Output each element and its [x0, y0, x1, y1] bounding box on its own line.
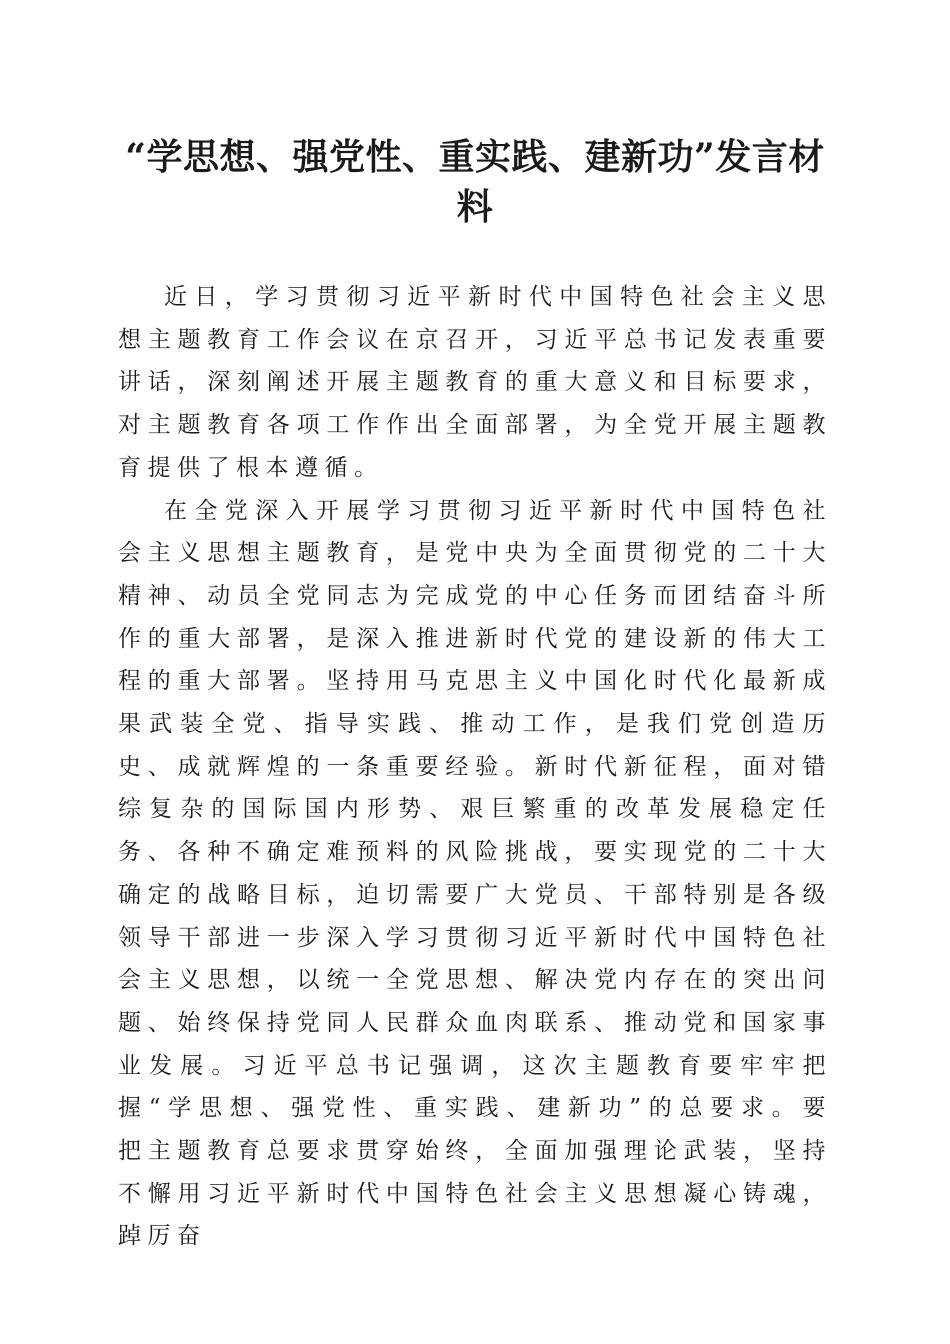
- document-body: [118, 276, 832, 1258]
- document-title: “学思想、强党性、重实践、建新功”发言材料: [125, 136, 825, 228]
- paragraph-1: 近日，学习贯彻习近平新时代中国特色社会主义思想主题教育工作会议在京召开，习近平总书记发表重要讲话，深刻阐述开展主题教育的重大意义和目标要求，对主题教育各项工作作出全面部署，为全党开展主题教育提供了根本遵循。: [118, 284, 832, 481]
- paragraph-2: 在全党深入开展学习贯彻习近平新时代中国特色社会主义思想主题教育，是党中央为全面贯彻党的二十大精神、动员全党同志为完成党的中心任务而团结奋斗所作的重大部署，是深入推进新时代党的建设新的伟大工程的重大部署。坚持用马克思主义中国化时代化最新成果武装全党、指导实践、推动工作，是我们党创造历史、成就辉煌的一条重要经验。新时代新征程，面对错综复杂的国际国内形势、艰巨繁重的改革发展稳定任务、各种不确定难预料的风险挑战，要实现党的二十大确定的战略目标，迫切需要广大党员、干部特别是各级领导干部进一步深入学习贯彻习近平新时代中国特色社会主义思想，以统一全党思想、解决党内存在的突出问题、始终保持党同人民群众血肉联系、推动党和国家事业发展。习近平总书记强调，这次主题教育要牢牢把握“学思想、强党性、重实践、建新功”的总要求。要把主题教育总要求贯穿始终，全面加强理论武装，坚持不懈用习近平新时代中国特色社会主义思想凝心铸魂，踔厉奋: [118, 497, 832, 1250]
